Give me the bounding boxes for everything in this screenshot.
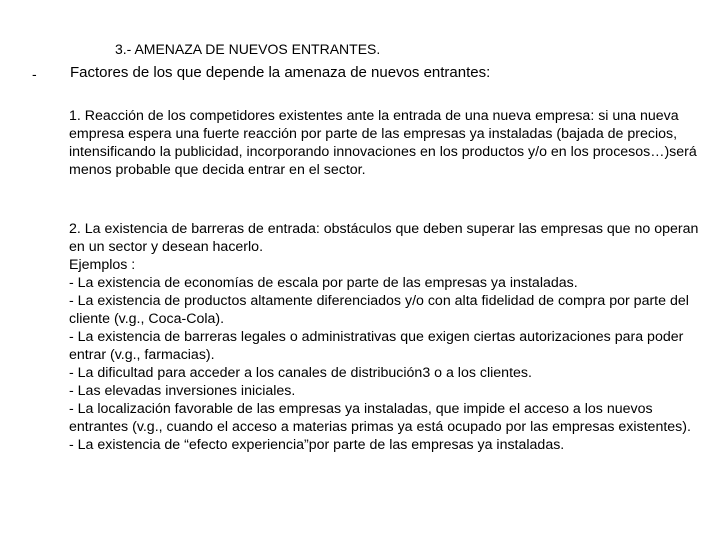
example-item: - La dificultad para acceder a los canales de distribución3 o a los clientes. <box>69 365 532 381</box>
examples-label: Ejemplos : <box>69 257 136 273</box>
example-item: - La existencia de “efecto experiencia”por parte de las empresas ya instaladas. <box>69 437 565 453</box>
slide-title: 3.- AMENAZA DE NUEVOS ENTRANTES. <box>115 41 381 57</box>
example-item: - La existencia de productos altamente diferenciados y/o con alta fidelidad de compra por parte del cliente (v.g., Coca-Cola). <box>69 293 689 327</box>
point-1 <box>69 107 709 179</box>
point-2 <box>69 220 709 454</box>
example-item: - La localización favorable de las empresas ya instaladas, que impide el acceso a los nuevos entrantes (v.g., cuando el acceso a materias primas ya está ocupado por las empresas existentes). <box>69 401 691 435</box>
example-item: - La existencia de economías de escala por parte de las empresas ya instaladas. <box>69 275 578 291</box>
example-item: - La existencia de barreras legales o administrativas que exigen ciertas autorizaciones para poder entrar (v.g., farmacias). <box>69 329 684 363</box>
point-2-intro: 2. La existencia de barreras de entrada: obstáculos que deben superar las empresas que no operan en un sector y desean hacerlo. <box>69 221 699 255</box>
example-item: - Las elevadas inversiones iniciales. <box>69 383 296 399</box>
bullet-dash: - <box>32 66 37 82</box>
point-1-text: 1. Reacción de los competidores existentes ante la entrada de una nueva empresa: si una nueva empresa espera una fuerte reacción por parte de las empresas ya instaladas (bajada de precios, intensificando la publicidad, incorporando innovaciones en los productos y/o en los procesos…)será menos probable que decida entrar en el sector. <box>69 108 697 178</box>
slide-subtitle: Factores de los que depende la amenaza de nuevos entrantes: <box>70 64 491 81</box>
